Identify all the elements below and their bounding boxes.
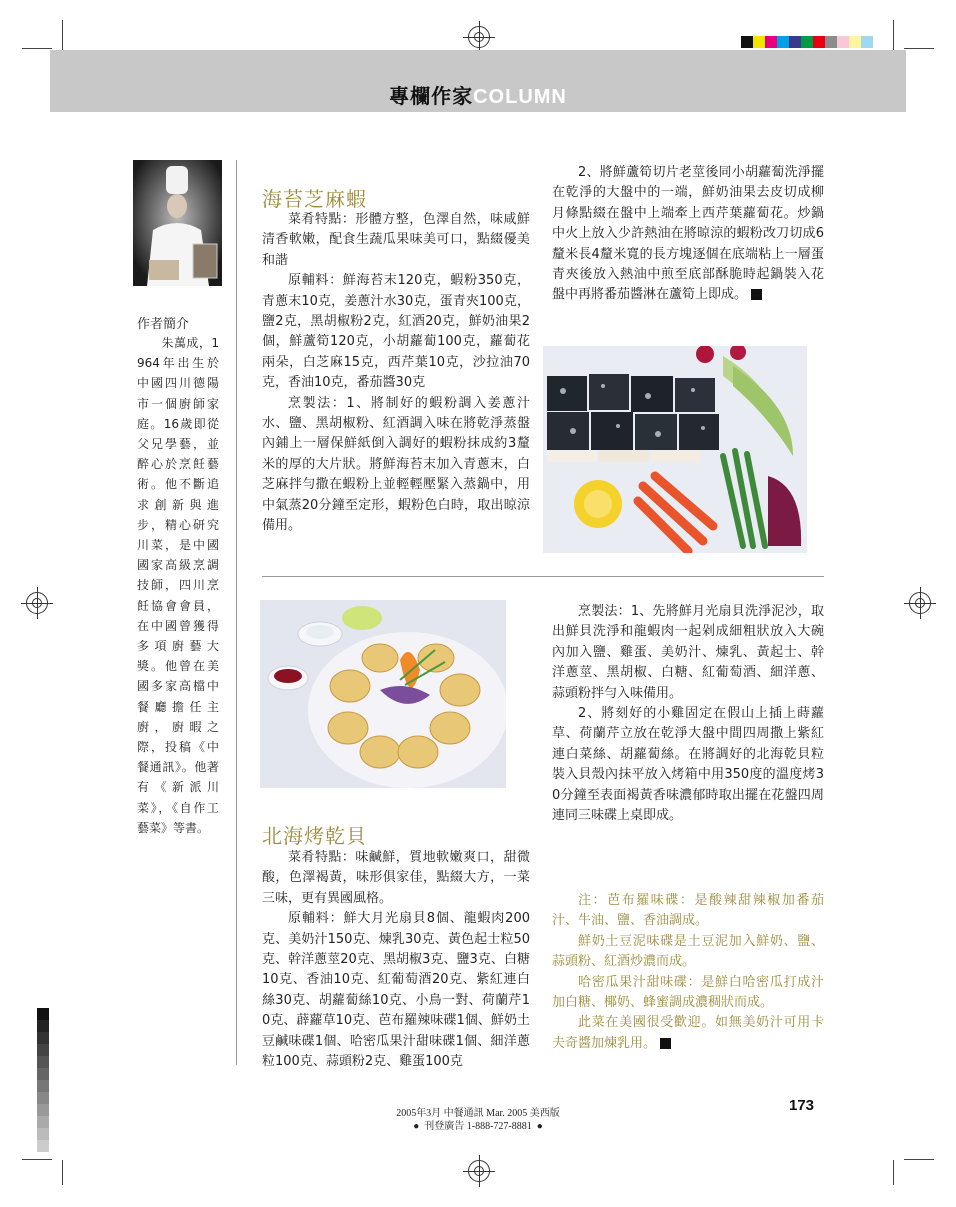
- color-swatch: [765, 36, 777, 48]
- crop-mark: [893, 20, 894, 50]
- gray-swatch: [37, 1080, 49, 1092]
- header-title-cn: 專欄作家: [389, 84, 474, 108]
- registration-mark: [909, 592, 931, 614]
- registration-mark: [468, 26, 490, 48]
- gray-swatch: [37, 1008, 49, 1020]
- gray-swatch: [37, 1020, 49, 1032]
- note-4-text: 此菜在美國很受歡迎。如無美奶汁可用卡夫奇醬加煉乳用。: [552, 1015, 824, 1051]
- recipe1-photo: [543, 346, 807, 553]
- recipe1-body-col2: [552, 163, 824, 306]
- recipe1-body: [262, 210, 530, 537]
- crop-mark: [62, 20, 63, 50]
- color-swatch: [777, 36, 789, 48]
- header-title: [50, 80, 906, 109]
- note-4: [552, 1013, 824, 1054]
- author-photo: [133, 160, 222, 286]
- note-2: 鮮奶土豆泥味碟是土豆泥加入鮮奶、鹽、蒜頭粉、紅酒炒濃而成。: [552, 933, 824, 970]
- recipe2-ingredients: 原輔料：鮮大月光扇貝8個、龍蝦肉200克、美奶汁150克、煉乳30克、黃色起士粒50克、幹洋蔥莖20克、黑胡椒3克、鹽3克、白糖10克、香油10克、紅葡萄酒20克、紫紅連白絲30克、胡蘿蔔絲10克、小鳥一對、荷蘭芹10克、薜蘿草10克、芭布羅辣味碟1個、鮮奶土豆鹹味碟1個、哈密瓜果汁甜味碟1個、細洋蔥粒100克、蒜頭粉2克、雞蛋100克: [262, 911, 530, 1070]
- author-bio: [137, 333, 219, 838]
- color-swatch: [813, 36, 825, 48]
- author-bio-text: 朱萬成，1964年出生於中國四川德陽市一個廚師家庭。16歲即從父兄學藝，並醉心於烹飪藝術。他不斷追求創新與進步，精心研究川菜，是中國國家高級烹調技師，四川烹飪協會會員，在中國曾獲得多項廚藝大獎。他曾在美國多家高檔中餐廳擔任主廚，廚暇之際，投稿《中餐通訊》。他著有《新派川菜》，《自作工藝菜》等書。: [137, 336, 219, 835]
- recipe2-photo: [260, 600, 506, 788]
- crop-mark: [22, 1159, 52, 1160]
- color-swatch: [825, 36, 837, 48]
- footer-ad-text: 刊登廣告 1-888-727-8881: [424, 1121, 532, 1132]
- color-swatch: [849, 36, 861, 48]
- footer-ad: [0, 1117, 956, 1132]
- recipe2-method-1: 烹製法：1、先將鮮月光扇貝洗淨泥沙，取出鮮貝洗淨和龍蝦肉一起剁成細粗狀放入大碗內加入鹽、雞蛋、美奶汁、煉乳、黃起士、幹洋蔥莖、黑胡椒、白糖、紅葡萄酒、細洋蔥、蒜頭粉拌勻入味備用。: [552, 604, 824, 701]
- color-calibration-bar: [741, 36, 873, 48]
- crop-mark: [893, 1160, 894, 1185]
- gray-swatch: [37, 1140, 49, 1152]
- recipe2-body-col2: [552, 602, 824, 826]
- color-swatch: [753, 36, 765, 48]
- color-swatch: [741, 36, 753, 48]
- footer-publication: 2005年3月 中餐通訊 Mar. 2005 美西版: [396, 1108, 560, 1119]
- recipe2-notes: [552, 891, 824, 1054]
- color-swatch: [789, 36, 801, 48]
- column-rule: [236, 160, 237, 1065]
- recipe2-features: 菜肴特點：味鹹鮮，質地軟嫩爽口，甜微酸，色澤褐黃，味形俱家佳，點綴大方，一菜三味，更有異國風格。: [262, 850, 530, 906]
- recipe1-method-1: 烹製法：1、將制好的蝦粉調入姜蔥汁水、鹽、黑胡椒粉、紅酒調入味在將乾淨蒸盤內鋪上一層保鮮紙倒入調好的蝦粉抹成約3釐米的厚的大片狀。將鮮海苔末加入青蔥末，白芝麻拌勻撒在蝦粉上並輕輕壓緊入蒸鍋中，用中氣蒸20分鐘至定形，蝦粉色白時，取出晾涼備用。: [262, 395, 530, 534]
- color-swatch: [801, 36, 813, 48]
- author-heading: 作者簡介: [137, 317, 190, 332]
- recipe1-method-2-text: 2、將鮮蘆筍切片老莖後同小胡蘿蔔洗淨擺在乾淨的大盤中的一端，鮮奶油果去皮切成柳月條點綴在盤中上端牽上西芹葉蘿蔔花。炒鍋中火上放入少許熱油在將晾涼的蝦粉改刀切成6釐米長4釐米寬的長方塊逐個在底端粘上一層蛋青夾後放入熱油中煎至底部酥脆時起鍋裝入花盤中再將番茄醬淋在蘆筍上即成。: [552, 165, 824, 303]
- recipe2-body: [262, 848, 530, 1072]
- bullet-icon: ●: [413, 1121, 420, 1132]
- color-swatch: [861, 36, 873, 48]
- gray-swatch: [37, 1068, 49, 1080]
- crop-mark: [904, 1159, 934, 1160]
- gray-swatch: [37, 1044, 49, 1056]
- recipe2-title: 北海烤乾貝: [262, 824, 367, 848]
- crop-mark: [904, 48, 934, 49]
- column-header: [50, 50, 906, 112]
- recipe1-ingredients: 原輔料：鮮海苔末120克，蝦粉350克，青蔥末10克，姜蔥汁水30克，蛋青夾100克，鹽2克，黑胡椒粉2克，紅酒20克，鮮奶油果2個，鮮蘆筍120克，小胡蘿蔔100克，蘿蔔花兩朵，白芝麻15克，西芹葉10克，沙拉油70克，香油10克，番茄醬30克: [262, 273, 530, 391]
- crop-mark: [22, 48, 52, 49]
- section-divider: [262, 576, 824, 577]
- recipe1-method-2: [552, 163, 824, 306]
- registration-mark: [26, 592, 48, 614]
- note-3: 哈密瓜果汁甜味碟：是鮮白哈密瓜打成汁加白糖、椰奶、蜂蜜調成濃稠狀而成。: [552, 974, 824, 1011]
- end-mark-icon: [751, 289, 762, 300]
- page-number: 173: [789, 1097, 815, 1114]
- crop-mark: [62, 1160, 63, 1185]
- recipe1-features: 菜肴特點：形體方整，色澤自然，味咸鮮清香軟嫩，配食生蔬瓜果味美可口，點綴優美和諧: [262, 212, 530, 268]
- note-1: 注：芭布羅味碟：是酸辣甜辣椒加番茄汁、牛油、鹽、香油調成。: [552, 893, 824, 929]
- bullet-icon: ●: [536, 1121, 543, 1132]
- recipe1-title: 海苔芝麻蝦: [262, 187, 367, 211]
- recipe2-method-2: 2、將刻好的小雞固定在假山上插上蒔蘿草、荷蘭芹立放在乾淨大盤中間四周撒上紫紅連白菜絲、胡蘿蔔絲。在將調好的北海乾貝粒裝入貝殼內抹平放入烤箱中用350度的溫度烤30分鐘至表面褐黃香味濃郁時取出擺在花盤四周連同三味碟上桌即成。: [552, 706, 824, 824]
- color-swatch: [837, 36, 849, 48]
- gray-swatch: [37, 1092, 49, 1104]
- registration-mark: [468, 1160, 490, 1182]
- header-title-en: COLUMN: [473, 86, 567, 108]
- gray-swatch: [37, 1032, 49, 1044]
- gray-swatch: [37, 1056, 49, 1068]
- end-mark-icon: [660, 1038, 671, 1049]
